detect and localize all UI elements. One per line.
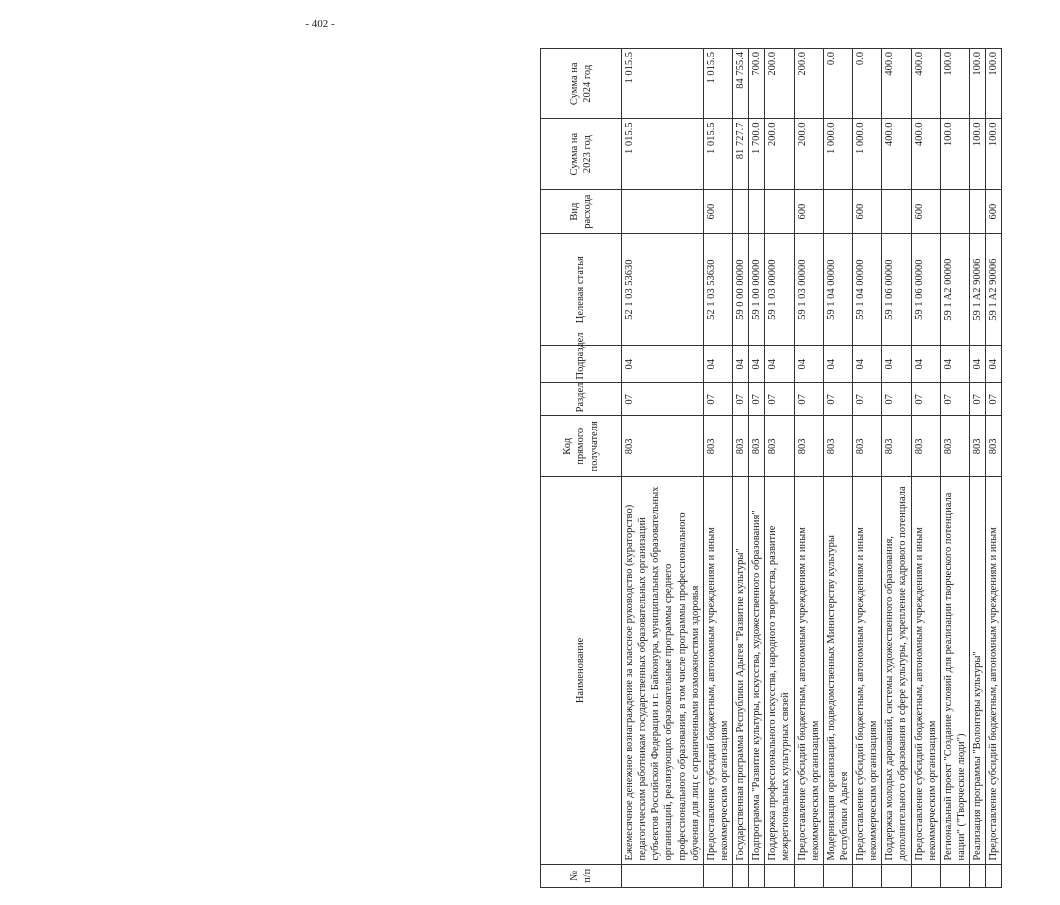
header-sum-2024: Сумма на 2024 год xyxy=(541,49,622,119)
cell-target: 59 1 04 00000 xyxy=(853,234,882,345)
table-row xyxy=(622,49,704,888)
cell-sum-2024: 200.0 xyxy=(794,49,823,119)
header-recipient: Код прямого получателя xyxy=(541,416,622,477)
cell-kind: 600 xyxy=(703,189,732,234)
cell-target: 59 1 00 00000 xyxy=(749,234,765,345)
cell-name: Предоставление субсидий бюджетным, автономным учреждениям и иным некоммерческим организациям xyxy=(794,477,823,864)
cell-num xyxy=(940,864,969,887)
cell-kind xyxy=(733,189,749,234)
header-sum-2023: Сумма на 2023 год xyxy=(541,119,622,189)
cell-num xyxy=(733,864,749,887)
cell-sum-2024: 0.0 xyxy=(853,49,882,119)
cell-num xyxy=(853,864,882,887)
table-body xyxy=(622,49,1002,888)
table-row xyxy=(749,49,765,888)
cell-name: Государственная программа Республики Адыгея "Развитие культуры" xyxy=(733,477,749,864)
cell-sum-2023: 1 015.5 xyxy=(622,119,704,189)
cell-num xyxy=(986,864,1002,887)
cell-sum-2023: 200.0 xyxy=(765,119,794,189)
table-row xyxy=(823,49,852,888)
cell-sum-2023: 100.0 xyxy=(970,119,986,189)
cell-kind xyxy=(749,189,765,234)
cell-subsection: 04 xyxy=(794,345,823,383)
cell-section: 07 xyxy=(911,383,940,416)
cell-target: 59 1 04 00000 xyxy=(823,234,852,345)
cell-name: Предоставление субсидий бюджетным, автономным учреждениям и иным некоммерческим организациям xyxy=(911,477,940,864)
cell-sum-2023: 1 700.0 xyxy=(749,119,765,189)
cell-recipient: 803 xyxy=(765,416,794,477)
cell-kind: 600 xyxy=(911,189,940,234)
header-subsection: Подраздел xyxy=(541,345,622,383)
cell-kind xyxy=(823,189,852,234)
rotated-table-container xyxy=(540,48,1060,888)
cell-num xyxy=(882,864,911,887)
cell-target: 59 1 A2 90006 xyxy=(986,234,1002,345)
cell-recipient: 803 xyxy=(794,416,823,477)
cell-sum-2024: 200.0 xyxy=(765,49,794,119)
cell-sum-2023: 200.0 xyxy=(794,119,823,189)
cell-section: 07 xyxy=(823,383,852,416)
cell-kind xyxy=(765,189,794,234)
table-row xyxy=(986,49,1002,888)
cell-target: 59 0 00 00000 xyxy=(733,234,749,345)
cell-kind xyxy=(882,189,911,234)
cell-sum-2023: 400.0 xyxy=(882,119,911,189)
cell-section: 07 xyxy=(703,383,732,416)
cell-target: 59 1 06 00000 xyxy=(911,234,940,345)
cell-subsection: 04 xyxy=(986,345,1002,383)
header-kind: Вид расхода xyxy=(541,189,622,234)
cell-subsection: 04 xyxy=(749,345,765,383)
cell-name: Предоставление субсидий бюджетным, автономным учреждениям и иным xyxy=(986,477,1002,864)
cell-name: Реализация программы "Волонтеры культуры" xyxy=(970,477,986,864)
cell-recipient: 803 xyxy=(970,416,986,477)
header-num: № п/п xyxy=(541,864,622,887)
cell-target: 59 1 06 00000 xyxy=(882,234,911,345)
cell-sum-2023: 100.0 xyxy=(986,119,1002,189)
cell-recipient: 803 xyxy=(749,416,765,477)
cell-section: 07 xyxy=(882,383,911,416)
cell-section: 07 xyxy=(733,383,749,416)
cell-num xyxy=(794,864,823,887)
cell-section: 07 xyxy=(986,383,1002,416)
cell-recipient: 803 xyxy=(911,416,940,477)
cell-name: Ежемесячное денежное вознаграждение за классное руководство (кураторство) педагогическим работникам государственных образовательных организаций субъектов Российской Федерации и г. Байконура, муниципальных образовательных организаций, реализующих образовательные программы среднего профессионального образования, в том числе программы профессионального обучения для лиц с ограниченными возможностями здоровья xyxy=(622,477,704,864)
cell-target: 59 1 03 00000 xyxy=(794,234,823,345)
cell-target: 59 1 03 00000 xyxy=(765,234,794,345)
table-row xyxy=(853,49,882,888)
cell-recipient: 803 xyxy=(703,416,732,477)
cell-subsection: 04 xyxy=(823,345,852,383)
table-row xyxy=(794,49,823,888)
cell-name: Предоставление субсидий бюджетным, автономным учреждениям и иным некоммерческим организациям xyxy=(703,477,732,864)
cell-sum-2024: 100.0 xyxy=(940,49,969,119)
cell-section: 07 xyxy=(622,383,704,416)
cell-section: 07 xyxy=(749,383,765,416)
cell-sum-2024: 1 015.5 xyxy=(622,49,704,119)
cell-target: 52 1 03 53630 xyxy=(703,234,732,345)
cell-sum-2023: 1 000.0 xyxy=(823,119,852,189)
cell-recipient: 803 xyxy=(622,416,704,477)
cell-recipient: 803 xyxy=(940,416,969,477)
cell-subsection: 04 xyxy=(733,345,749,383)
cell-subsection: 04 xyxy=(940,345,969,383)
cell-num xyxy=(823,864,852,887)
header-target: Целевая статья xyxy=(541,234,622,345)
table-row xyxy=(882,49,911,888)
cell-subsection: 04 xyxy=(911,345,940,383)
cell-name: Поддержка профессионального искусства, народного творчества, развитие межрегиональных культурных связей xyxy=(765,477,794,864)
cell-num xyxy=(622,864,704,887)
cell-num xyxy=(749,864,765,887)
cell-sum-2024: 400.0 xyxy=(882,49,911,119)
cell-kind: 600 xyxy=(853,189,882,234)
cell-num xyxy=(970,864,986,887)
cell-name: Поддержка молодых дарований, системы художественного образования, дополнительного образования в сфере культуры, укрепление кадрового потенциала xyxy=(882,477,911,864)
header-name: Наименование xyxy=(541,477,622,864)
cell-num xyxy=(703,864,732,887)
cell-sum-2024: 0.0 xyxy=(823,49,852,119)
cell-kind: 600 xyxy=(986,189,1002,234)
cell-sum-2024: 400.0 xyxy=(911,49,940,119)
table-row xyxy=(940,49,969,888)
cell-subsection: 04 xyxy=(853,345,882,383)
cell-num xyxy=(911,864,940,887)
table-row xyxy=(703,49,732,888)
cell-recipient: 803 xyxy=(823,416,852,477)
cell-section: 07 xyxy=(853,383,882,416)
cell-sum-2024: 100.0 xyxy=(970,49,986,119)
cell-kind xyxy=(940,189,969,234)
cell-kind: 600 xyxy=(794,189,823,234)
cell-sum-2024: 84 755.4 xyxy=(733,49,749,119)
cell-name: Подпрограмма "Развитие культуры, искусства, художественного образования" xyxy=(749,477,765,864)
table-row xyxy=(911,49,940,888)
table-row xyxy=(733,49,749,888)
cell-name: Региональный проект "Создание условий для реализации творческого потенциала нации" ("Творческие люди") xyxy=(940,477,969,864)
cell-target: 59 1 A2 00000 xyxy=(940,234,969,345)
cell-section: 07 xyxy=(940,383,969,416)
cell-subsection: 04 xyxy=(622,345,704,383)
table-header-row xyxy=(541,49,622,888)
cell-sum-2024: 1 015.5 xyxy=(703,49,732,119)
cell-num xyxy=(765,864,794,887)
cell-section: 07 xyxy=(794,383,823,416)
cell-sum-2023: 1 000.0 xyxy=(853,119,882,189)
cell-subsection: 04 xyxy=(882,345,911,383)
cell-sum-2024: 700.0 xyxy=(749,49,765,119)
cell-sum-2023: 400.0 xyxy=(911,119,940,189)
cell-subsection: 04 xyxy=(765,345,794,383)
cell-name: Модернизация организаций, подведомственных Министерству культуры Республики Адыгея xyxy=(823,477,852,864)
cell-section: 07 xyxy=(970,383,986,416)
cell-recipient: 803 xyxy=(733,416,749,477)
table-row xyxy=(765,49,794,888)
header-section: Раздел xyxy=(541,383,622,416)
cell-sum-2024: 100.0 xyxy=(986,49,1002,119)
cell-recipient: 803 xyxy=(882,416,911,477)
budget-table xyxy=(540,48,1002,888)
cell-subsection: 04 xyxy=(970,345,986,383)
cell-sum-2023: 1 015.5 xyxy=(703,119,732,189)
table-row xyxy=(970,49,986,888)
cell-target: 59 1 A2 90006 xyxy=(970,234,986,345)
cell-name: Предоставление субсидий бюджетным, автономным учреждениям и иным некоммерческим организациям xyxy=(853,477,882,864)
page-number: - 402 - xyxy=(305,18,335,30)
cell-recipient: 803 xyxy=(853,416,882,477)
cell-kind xyxy=(970,189,986,234)
cell-sum-2023: 100.0 xyxy=(940,119,969,189)
cell-sum-2023: 81 727.7 xyxy=(733,119,749,189)
cell-section: 07 xyxy=(765,383,794,416)
cell-recipient: 803 xyxy=(986,416,1002,477)
cell-subsection: 04 xyxy=(703,345,732,383)
cell-target: 52 1 03 53630 xyxy=(622,234,704,345)
cell-kind xyxy=(622,189,704,234)
